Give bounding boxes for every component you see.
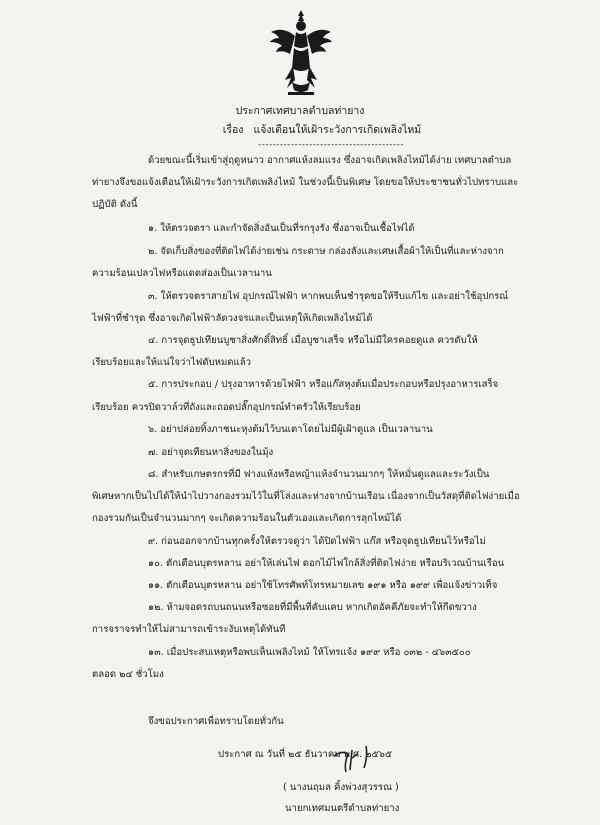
signatory-title: นายกเทศมนตรีตำบลท่ายาง xyxy=(285,803,400,814)
list-item-continuation: พิเศษหากเป็นไปได้ให้นำไปวางกองรวมไว้ในที่โล่งและห่างจากบ้านเรือน เนื่องจากเป็นวัสดุที่ติดไฟง่ายเมื่อ xyxy=(92,491,520,502)
list-item: ๑๒. ห้ามจอดรถบนถนนหรือซอยที่มีพื้นที่คับแคบ หากเกิดอัคคีภัยจะทำให้กีดขวาง xyxy=(148,602,477,613)
list-item: ๗. อย่าจุดเทียนหาสิ่งของในมุ้ง xyxy=(148,447,274,458)
garuda-emblem-icon xyxy=(268,8,334,98)
list-item: ๑๓. เมื่อประสบเหตุหรือพบเห็นเพลิงไหม้ ให้โทรแจ้ง ๑๙๙ หรือ ๐๓๒ - ๔๖๓๕๐๐ xyxy=(148,647,471,658)
list-item: ๓. ให้ตรวจตราสายไฟ อุปกรณ์ไฟฟ้า หากพบเห็นชำรุดขอให้รีบแก้ไข และอย่าใช้อุปกรณ์ xyxy=(148,291,509,302)
list-item-continuation: เรียบร้อย ควรปิดวาล์วที่ถังและถอดปลั๊กอุปกรณ์ทำครัวให้เรียบร้อย xyxy=(92,402,361,413)
intro-line: ท่ายางจึงขอแจ้งเตือนให้เฝ้าระวังการเกิดเพลิงไหม้ ในช่วงนี้เป็นพิเศษ โดยขอให้ประชาชนทั่วไปทราบและ xyxy=(92,177,519,188)
list-item: ๘. สำหรับเกษตรกรที่มี ฟางแห้งหรือหญ้าแห้งจำนวนมากๆ ให้หมั่นดูแลและระวังเป็น xyxy=(148,469,490,480)
handwritten-signature xyxy=(330,742,390,778)
list-item: ๒. จัดเก็บสิ่งของที่ติดไฟได้ง่ายเช่น กระดาษ กล่องลังและเศษเสื้อผ้าให้เป็นที่และห่างจาก xyxy=(148,246,504,257)
signatory-name: ( นางนฤมล คิ้งพ่วงสุวรรณ ) xyxy=(283,782,399,793)
list-item-continuation: ความร้อนเปลวไฟหรือแดดส่องเป็นเวลานาน xyxy=(92,268,272,279)
list-item: ๖. อย่าปล่อยทิ้งภาชนะหุงต้มไว้บนเตาโดยไม่มีผู้เฝ้าดูแล เป็นเวลานาน xyxy=(148,424,433,435)
list-item-continuation: การจราจรทำให้ไม่สามารถเข้าระงับเหตุได้ทันที xyxy=(92,624,286,635)
closing-text: จึงขอประกาศเพื่อทราบโดยทั่วกัน xyxy=(148,716,284,727)
list-item-continuation: เรียบร้อยและให้แน่ใจว่าไฟดับหมดแล้ว xyxy=(92,357,251,368)
list-item: ๑๑. ตักเตือนบุตรหลาน อย่าใช้โทรศัพท์โทรหมายเลข ๑๙๑ หรือ ๑๙๙ เพื่อแจ้งข่าวเท็จ xyxy=(148,580,498,591)
list-item: ๙. ก่อนออกจากบ้านทุกครั้งให้ตรวจดูว่า ได้ปิดไฟฟ้า แก๊ส หรือจุดธูปเทียนไว้หรือไม่ xyxy=(148,536,486,547)
org-heading: ประกาศเทศบาลตำบลท่ายาง xyxy=(235,105,365,117)
list-item-continuation: กองรวมกันเป็นจำนวนมากๆ จะเกิดความร้อนในตัวเองและเกิดการลุกไหม้ได้ xyxy=(92,513,402,524)
intro-line: ด้วยขณะนี้เริ่มเข้าสู่ฤดูหนาว อากาศแห้งลมแรง ซึ่งอาจเกิดเพลิงไหม้ได้ง่าย เทศบาลตำบล xyxy=(148,155,512,166)
list-item: ๔. การจุดธูปเทียนบูชาสิ่งศักดิ์สิทธิ์ เมื่อบูชาเสร็จ หรือไม่มีใครคอยดูแล ควรดับให้ xyxy=(148,335,478,346)
list-item-continuation: ไฟฟ้าที่ชำรุด ซึ่งอาจเกิดไฟฟ้าลัดวงจรและเป็นเหตุให้เกิดเพลิงไหม้ได้ xyxy=(92,313,373,324)
subject-line xyxy=(22,121,600,138)
subject-text: แจ้งเตือนให้เฝ้าระวังการเกิดเพลิงไหม้ xyxy=(253,124,422,136)
subject-label: เรื่อง xyxy=(222,124,244,136)
announce-date: ประกาศ ณ วันที่ ๒๕ ธันวาคม พ.ศ. ๒๕๖๕ xyxy=(218,749,393,760)
list-item: ๕. การประกอบ / ปรุงอาหารด้วยไฟฟ้า หรือแก๊สหุงต้มเมื่อประกอบหรือปรุงอาหารเสร็จ xyxy=(148,379,499,390)
list-item-continuation: ตลอด ๒๔ ชั่วโมง xyxy=(92,669,164,680)
list-item: ๑๐. ตักเตือนบุตรหลาน อย่าให้เล่นไฟ ดอกไม้ไฟใกล้สิ่งที่ติดไฟง่าย หรือบริเวณบ้านเรือน xyxy=(148,558,505,569)
list-item: ๑. ให้ตรวจตรา และกำจัดสิ่งอันเป็นที่รกรุงรัง ซึ่งอาจเป็นเชื้อไฟได้ xyxy=(148,223,415,234)
header-divider: ---------------------------------------- xyxy=(258,140,404,150)
intro-line: ปฏิบัติ ดังนี้ xyxy=(92,199,138,210)
